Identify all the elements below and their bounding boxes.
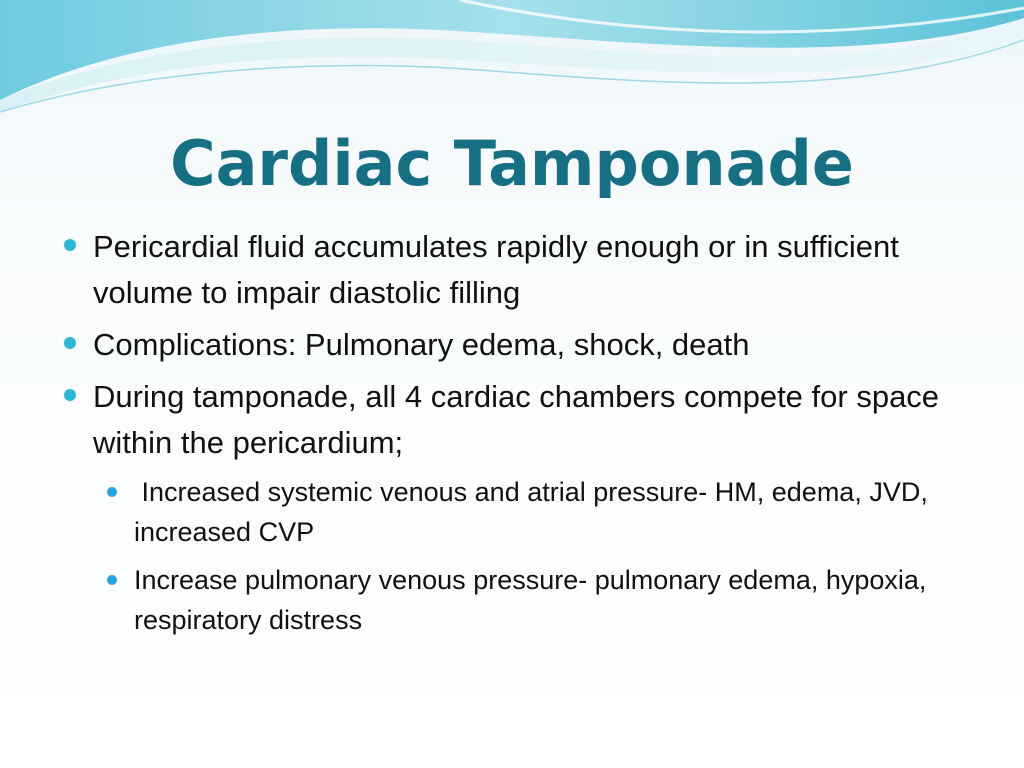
header-wave-decoration xyxy=(0,0,1024,130)
bullet-text: During tamponade, all 4 cardiac chambers compete for space within the pericardium; xyxy=(93,379,940,460)
bullet-list xyxy=(60,224,960,648)
bullet-item xyxy=(60,322,960,368)
sub-bullet-list xyxy=(60,472,960,640)
bullet-dot-icon xyxy=(64,389,76,401)
bullet-text: Complications: Pulmonary edema, shock, death xyxy=(93,327,750,362)
sub-bullet-item xyxy=(60,472,960,552)
sub-bullet-text: Increased systemic venous and atrial pressure- HM, edema, JVD, increased CVP xyxy=(134,477,936,547)
bullet-text: Pericardial fluid accumulates rapidly enough or in sufficient volume to impair diastolic filling xyxy=(93,229,899,310)
sub-bullet-dot-icon xyxy=(107,487,117,497)
sub-bullet-group xyxy=(60,472,960,640)
sub-bullet-text: Increase pulmonary venous pressure- pulmonary edema, hypoxia, respiratory distress xyxy=(134,565,927,635)
slide-title: Cardiac Tamponade xyxy=(170,127,854,200)
bullet-dot-icon xyxy=(64,337,76,349)
bullet-item xyxy=(60,374,960,466)
sub-bullet-item xyxy=(60,560,960,640)
bullet-dot-icon xyxy=(64,239,76,251)
sub-bullet-dot-icon xyxy=(107,575,117,585)
bullet-item xyxy=(60,224,960,316)
